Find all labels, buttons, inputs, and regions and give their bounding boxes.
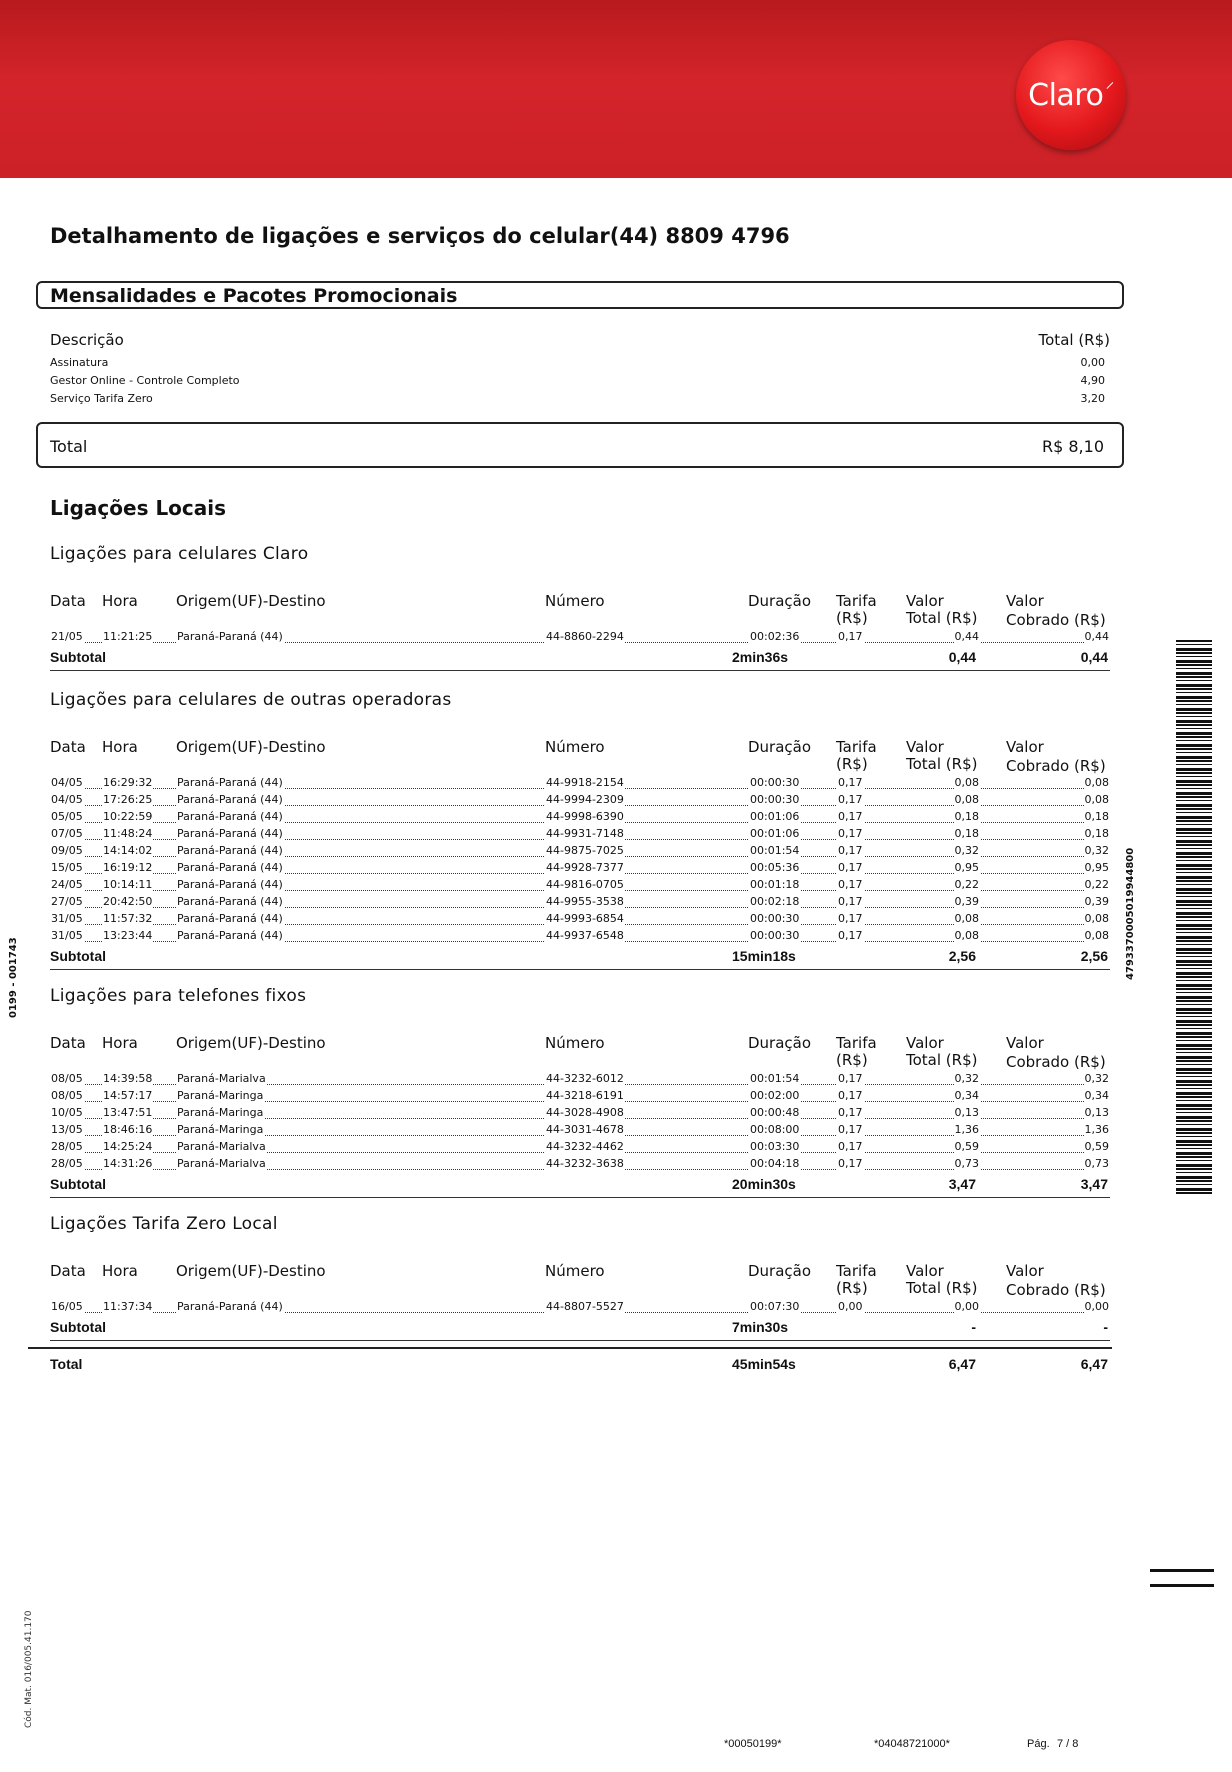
cell-total: 0,18 [954,827,979,840]
subtotal-cobrado: - [1103,1319,1108,1335]
col-duracao: Duração [748,738,812,756]
cell-tarifa: 0,17 [838,1106,863,1119]
cell-origem: Paraná-Paraná (44) [177,630,283,643]
col-origem: Origem(UF)-Destino [176,1034,326,1052]
cell-total: 0,44 [954,630,979,643]
grand-total-cobrado: 6,47 [1080,1356,1108,1372]
cell-total: 0,08 [954,912,979,925]
col-data: Data [50,592,86,610]
mensalidade-desc: Gestor Online - Controle Completo [50,374,240,387]
cell-cobrado: 0,32 [1084,844,1109,857]
col-tarifa-unit: (R$) [836,755,868,773]
cell-origem: Paraná-Paraná (44) [177,827,283,840]
cell-duracao: 00:00:30 [750,793,800,806]
subtotal-rule [50,670,1110,671]
cell-tarifa: 0,17 [838,1140,863,1153]
cell-tarifa: 0,17 [838,1072,863,1085]
cell-duracao: 00:03:30 [750,1140,800,1153]
cell-hora: 14:25:24 [103,1140,153,1153]
cell-total: 0,59 [954,1140,979,1153]
cell-origem: Paraná-Marialva [177,1157,266,1170]
cell-numero: 44-8807-5527 [546,1300,624,1313]
subtotal-row [50,649,1110,669]
subtotal-cobrado: 0,44 [1080,649,1108,665]
cell-cobrado: 0,08 [1084,793,1109,806]
page-label: Pág. [1027,1738,1050,1750]
cell-cobrado: 0,34 [1084,1089,1109,1102]
col-data: Data [50,738,86,756]
col-numero: Número [545,1262,605,1280]
col-origem: Origem(UF)-Destino [176,738,326,756]
cell-duracao: 00:01:54 [750,844,800,857]
cell-duracao: 00:02:36 [750,630,800,643]
mensalidades-total-box [36,422,1124,468]
cell-cobrado: 0,08 [1084,776,1109,789]
page-title: Detalhamento de ligações e serviços do celular(44) 8809 4796 [50,224,790,248]
call-row [50,912,1110,929]
col-hora: Hora [102,1034,138,1052]
subtotal-duracao: 2min36s [732,649,789,665]
group-title: Ligações para celulares Claro [50,544,309,564]
subtotal-label: Subtotal [50,1176,106,1192]
mensalidade-value: 4,90 [1080,374,1105,387]
cell-tarifa: 0,17 [838,810,863,823]
cell-numero: 44-9993-6854 [546,912,624,925]
col-tarifa-unit: (R$) [836,1051,868,1069]
cell-origem: Paraná-Maringa [177,1123,264,1136]
cell-origem: Paraná-Paraná (44) [177,776,283,789]
cell-hora: 14:39:58 [103,1072,153,1085]
col-origem: Origem(UF)-Destino [176,1262,326,1280]
col-data: Data [50,1262,86,1280]
cell-cobrado: 0,18 [1084,810,1109,823]
cell-cobrado: 1,36 [1084,1123,1109,1136]
cell-hora: 16:19:12 [103,861,153,874]
claro-logo: Claro ⸍ [1016,40,1126,150]
cell-numero: 44-9918-2154 [546,776,624,789]
call-row [50,810,1110,827]
call-row [50,878,1110,895]
cell-cobrado: 0,39 [1084,895,1109,908]
cell-data: 28/05 [51,1140,83,1153]
call-row [50,630,1110,647]
col-valor-total-unit: Total (R$) [906,1279,978,1297]
col-numero: Número [545,738,605,756]
group-title: Ligações para telefones fixos [50,986,307,1006]
call-row [50,861,1110,878]
cell-data: 21/05 [51,630,83,643]
cell-cobrado: 0,00 [1084,1300,1109,1313]
subtotal-cobrado: 3,47 [1080,1176,1108,1192]
cell-numero: 44-3232-6012 [546,1072,624,1085]
cell-duracao: 00:07:30 [750,1300,800,1313]
cell-duracao: 00:04:18 [750,1157,800,1170]
col-tarifa: Tarifa [836,738,877,756]
subtotal-total: - [971,1319,976,1335]
cell-total: 0,13 [954,1106,979,1119]
call-row [50,793,1110,810]
col-valor-total: Valor [906,1262,944,1280]
cell-duracao: 00:00:30 [750,929,800,942]
cell-tarifa: 0,17 [838,912,863,925]
subtotal-rule [50,1340,1110,1341]
cell-cobrado: 0,32 [1084,1072,1109,1085]
col-hora: Hora [102,592,138,610]
cell-data: 04/05 [51,776,83,789]
call-row [50,1157,1110,1174]
cell-data: 04/05 [51,793,83,806]
cell-numero: 44-3218-6191 [546,1089,624,1102]
cell-duracao: 00:01:18 [750,878,800,891]
col-valor-cobrado: Valor [1006,592,1044,610]
grand-total-duracao: 45min54s [732,1356,796,1372]
cell-numero: 44-3031-4678 [546,1123,624,1136]
cell-numero: 44-9994-2309 [546,793,624,806]
cell-numero: 44-3028-4908 [546,1106,624,1119]
call-row [50,1072,1110,1089]
cell-tarifa: 0,17 [838,827,863,840]
cell-hora: 14:31:26 [103,1157,153,1170]
cell-data: 15/05 [51,861,83,874]
subtotal-duracao: 15min18s [732,948,796,964]
cell-tarifa: 0,17 [838,630,863,643]
call-row [50,1106,1110,1123]
mensalidades-total-label: Total [50,437,88,456]
cell-total: 0,22 [954,878,979,891]
grand-total-total: 6,47 [948,1356,976,1372]
mensalidade-value: 0,00 [1080,356,1105,369]
cell-origem: Paraná-Paraná (44) [177,861,283,874]
cell-hora: 11:48:24 [103,827,153,840]
cell-tarifa: 0,17 [838,844,863,857]
grand-total-rule [28,1347,1112,1349]
subtotal-rule [50,1197,1110,1198]
col-valor-cobrado: Valor [1006,1262,1044,1280]
col-tarifa: Tarifa [836,1262,877,1280]
cell-data: 07/05 [51,827,83,840]
group-title: Ligações Tarifa Zero Local [50,1214,278,1234]
subtotal-duracao: 7min30s [732,1319,789,1335]
cell-hora: 14:57:17 [103,1089,153,1102]
cell-data: 24/05 [51,878,83,891]
cell-cobrado: 0,13 [1084,1106,1109,1119]
cell-origem: Paraná-Paraná (44) [177,1300,283,1313]
cell-origem: Paraná-Paraná (44) [177,844,283,857]
col-duracao: Duração [748,592,812,610]
cell-hora: 13:23:44 [103,929,153,942]
col-descricao: Descrição [50,331,124,349]
cell-data: 31/05 [51,912,83,925]
cell-tarifa: 0,17 [838,895,863,908]
cell-hora: 10:22:59 [103,810,153,823]
cell-data: 31/05 [51,929,83,942]
cell-tarifa: 0,17 [838,793,863,806]
cell-hora: 16:29:32 [103,776,153,789]
col-numero: Número [545,1034,605,1052]
mensalidade-desc: Serviço Tarifa Zero [50,392,153,405]
cell-origem: Paraná-Paraná (44) [177,929,283,942]
cell-data: 13/05 [51,1123,83,1136]
cell-numero: 44-8860-2294 [546,630,624,643]
col-data: Data [50,1034,86,1052]
subtotal-row [50,1319,1110,1339]
col-total: Total (R$) [1038,331,1110,349]
ligacoes-locais-title: Ligações Locais [50,496,227,520]
cell-cobrado: 0,18 [1084,827,1109,840]
footer-code-1: *00050199* [724,1738,782,1750]
subtotal-label: Subtotal [50,948,106,964]
cell-total: 0,08 [954,776,979,789]
col-valor-total: Valor [906,1034,944,1052]
col-duracao: Duração [748,1262,812,1280]
cell-cobrado: 0,08 [1084,929,1109,942]
cell-origem: Paraná-Paraná (44) [177,793,283,806]
cell-cobrado: 0,44 [1084,630,1109,643]
cell-tarifa: 0,17 [838,1157,863,1170]
cell-hora: 11:57:32 [103,912,153,925]
cell-origem: Paraná-Paraná (44) [177,912,283,925]
cell-numero: 44-9998-6390 [546,810,624,823]
col-valor-total-unit: Total (R$) [906,755,978,773]
cell-total: 0,39 [954,895,979,908]
call-row [50,1123,1110,1140]
call-row [50,1089,1110,1106]
cell-data: 10/05 [51,1106,83,1119]
cell-total: 0,08 [954,929,979,942]
cell-numero: 44-9931-7148 [546,827,624,840]
subtotal-total: 2,56 [948,948,976,964]
cell-tarifa: 0,00 [838,1300,863,1313]
cell-total: 1,36 [954,1123,979,1136]
col-valor-cobrado-unit: Cobrado (R$) [1006,757,1106,775]
cell-numero: 44-9955-3538 [546,895,624,908]
cell-duracao: 00:01:54 [750,1072,800,1085]
page-number: 7 / 8 [1057,1738,1079,1750]
cell-total: 0,32 [954,844,979,857]
col-valor-total-unit: Total (R$) [906,609,978,627]
cell-duracao: 00:00:30 [750,912,800,925]
cell-tarifa: 0,17 [838,929,863,942]
cell-duracao: 00:02:18 [750,895,800,908]
col-tarifa: Tarifa [836,1034,877,1052]
cell-hora: 13:47:51 [103,1106,153,1119]
cell-duracao: 00:01:06 [750,827,800,840]
col-valor-cobrado: Valor [1006,738,1044,756]
cell-tarifa: 0,17 [838,861,863,874]
cell-duracao: 00:01:06 [750,810,800,823]
col-valor-total-unit: Total (R$) [906,1051,978,1069]
subtotal-duracao: 20min30s [732,1176,796,1192]
call-row [50,827,1110,844]
cell-total: 0,95 [954,861,979,874]
cell-cobrado: 0,73 [1084,1157,1109,1170]
cell-numero: 44-9928-7377 [546,861,624,874]
mensalidades-title: Mensalidades e Pacotes Promocionais [50,285,458,307]
subtotal-label: Subtotal [50,1319,106,1335]
call-row [50,895,1110,912]
cell-total: 0,34 [954,1089,979,1102]
cell-tarifa: 0,17 [838,1089,863,1102]
cell-data: 08/05 [51,1072,83,1085]
col-valor-cobrado-unit: Cobrado (R$) [1006,1053,1106,1071]
cell-origem: Paraná-Maringa [177,1106,264,1119]
cell-cobrado: 0,22 [1084,878,1109,891]
cell-hora: 17:26:25 [103,793,153,806]
subtotal-rule [50,969,1110,970]
cell-numero: 44-9816-0705 [546,878,624,891]
subtotal-row [50,948,1110,968]
cell-numero: 44-9875-7025 [546,844,624,857]
mensalidade-desc: Assinatura [50,356,109,369]
col-tarifa-unit: (R$) [836,1279,868,1297]
cell-numero: 44-3232-4462 [546,1140,624,1153]
grand-total-label: Total [50,1356,83,1372]
cell-total: 0,32 [954,1072,979,1085]
subtotal-total: 3,47 [948,1176,976,1192]
cell-origem: Paraná-Marialva [177,1140,266,1153]
cell-data: 09/05 [51,844,83,857]
margin-mark [1150,1584,1214,1587]
cell-data: 27/05 [51,895,83,908]
cell-origem: Paraná-Paraná (44) [177,810,283,823]
cell-origem: Paraná-Maringa [177,1089,264,1102]
subtotal-label: Subtotal [50,649,106,665]
mensalidade-value: 3,20 [1080,392,1105,405]
cell-duracao: 00:00:48 [750,1106,800,1119]
cell-numero: 44-9937-6548 [546,929,624,942]
cell-cobrado: 0,95 [1084,861,1109,874]
col-valor-cobrado-unit: Cobrado (R$) [1006,611,1106,629]
cell-data: 16/05 [51,1300,83,1313]
cell-origem: Paraná-Paraná (44) [177,895,283,908]
cell-duracao: 00:02:00 [750,1089,800,1102]
subtotal-row [50,1176,1110,1196]
margin-mark [1150,1569,1214,1572]
group-title: Ligações para celulares de outras operadoras [50,690,452,710]
cell-duracao: 00:05:36 [750,861,800,874]
mensalidades-total-value: R$ 8,10 [1041,437,1104,456]
mensalidades-section-header [36,281,1124,309]
cell-hora: 10:14:11 [103,878,153,891]
col-valor-cobrado-unit: Cobrado (R$) [1006,1281,1106,1299]
cell-origem: Paraná-Paraná (44) [177,878,283,891]
cod-mat: Cód. Mat. 016/005.41.170 [24,1610,34,1728]
call-row [50,929,1110,946]
cell-tarifa: 0,17 [838,878,863,891]
col-tarifa-unit: (R$) [836,609,868,627]
cell-hora: 11:21:25 [103,630,153,643]
subtotal-cobrado: 2,56 [1080,948,1108,964]
cell-data: 05/05 [51,810,83,823]
grand-total-row [50,1356,1110,1376]
cell-hora: 18:46:16 [103,1123,153,1136]
subtotal-total: 0,44 [948,649,976,665]
cell-hora: 14:14:02 [103,844,153,857]
cell-hora: 11:37:34 [103,1300,153,1313]
cell-total: 0,08 [954,793,979,806]
barcode-number: 4793370005019944800 [1125,847,1136,980]
cell-hora: 20:42:50 [103,895,153,908]
cell-duracao: 00:00:30 [750,776,800,789]
cell-origem: Paraná-Marialva [177,1072,266,1085]
col-origem: Origem(UF)-Destino [176,592,326,610]
col-hora: Hora [102,1262,138,1280]
col-valor-total: Valor [906,592,944,610]
cell-total: 0,18 [954,810,979,823]
cell-tarifa: 0,17 [838,1123,863,1136]
call-row [50,776,1110,793]
logo-text: Claro [1028,77,1104,113]
cell-numero: 44-3232-3638 [546,1157,624,1170]
call-row [50,1300,1110,1317]
call-row [50,844,1110,861]
col-duracao: Duração [748,1034,812,1052]
cell-total: 0,00 [954,1300,979,1313]
call-row [50,1140,1110,1157]
cell-cobrado: 0,08 [1084,912,1109,925]
col-tarifa: Tarifa [836,592,877,610]
col-valor-cobrado: Valor [1006,1034,1044,1052]
cell-duracao: 00:08:00 [750,1123,800,1136]
col-valor-total: Valor [906,738,944,756]
footer-code-2: *04048721000* [874,1738,950,1750]
cell-cobrado: 0,59 [1084,1140,1109,1153]
cell-tarifa: 0,17 [838,776,863,789]
left-code: 0199 - 001743 [8,937,19,1018]
cell-data: 28/05 [51,1157,83,1170]
cell-total: 0,73 [954,1157,979,1170]
barcode [1176,640,1212,1195]
col-hora: Hora [102,738,138,756]
col-numero: Número [545,592,605,610]
cell-data: 08/05 [51,1089,83,1102]
